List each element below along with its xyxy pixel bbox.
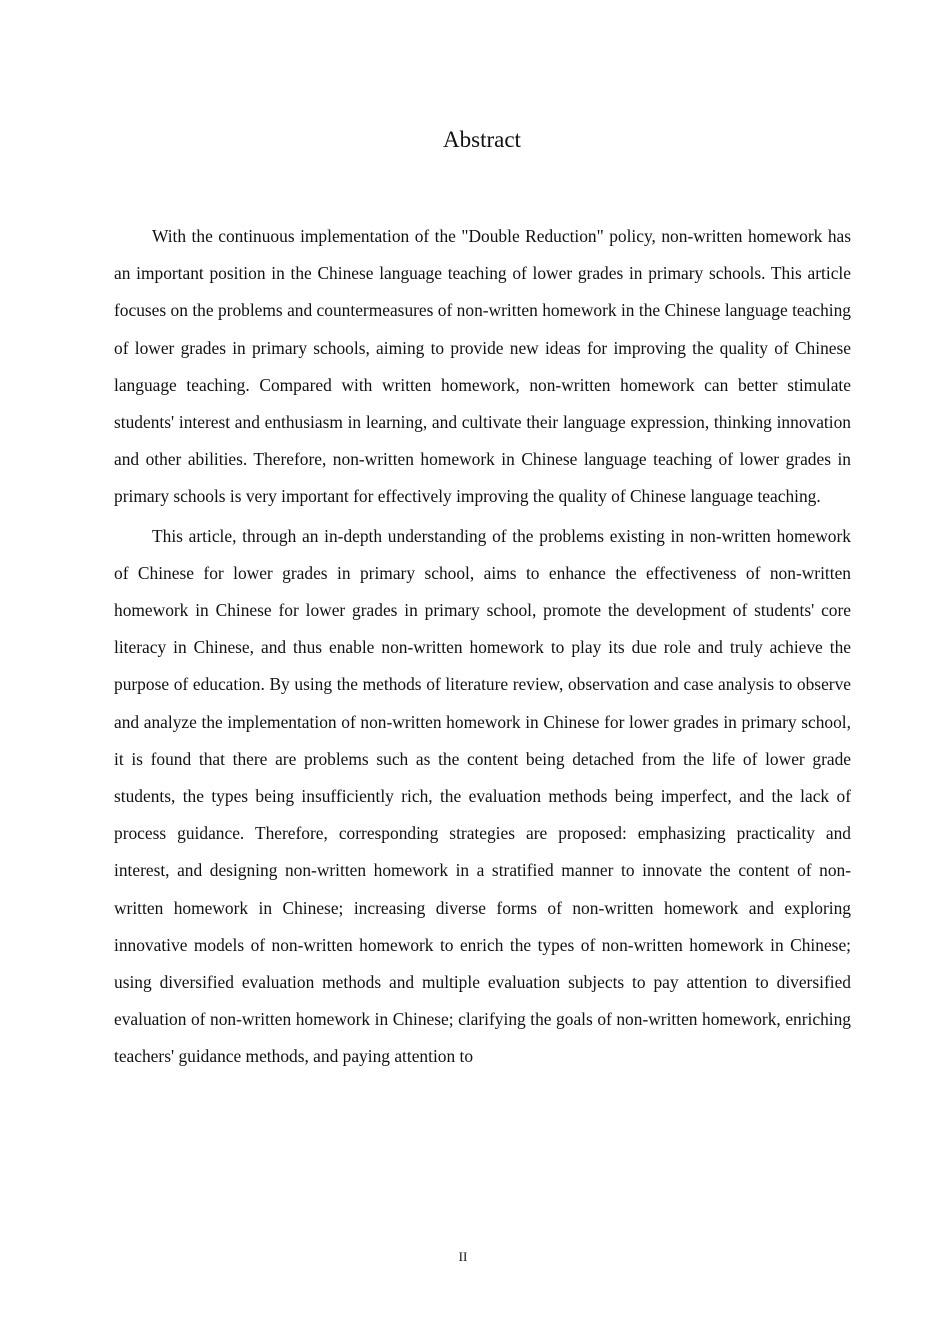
abstract-paragraph-2: This article, through an in-depth understanding of the problems existing in non-written homework of Chinese for lower grades in primary school, aims to enhance the effectiveness of non-written homework in Chinese for lower grades in primary school, promote the development of students' core literacy in Chinese, and thus enable non-written homework to play its due role and truly achieve the purpose of education. By using the methods of literature review, observation and case analysis to observe and analyze the implementation of non-written homework in Chinese for lower grades in primary school, it is found that there are problems such as the content being detached from the life of lower grade students, the types being insufficiently rich, the evaluation methods being imperfect, and the lack of process guidance. Therefore, corresponding strategies are proposed: emphasizing practicality and interest, and designing non-written homework in a stratified manner to innovate the content of non-written homework in Chinese; increasing diverse forms of non-written homework and exploring innovative models of non-written homework to enrich the types of non-written homework in Chinese; using diversified evaluation methods and multiple evaluation subjects to pay attention to diversified evaluation of non-written homework in Chinese; clarifying the goals of non-written homework, enriching teachers' guidance methods, and paying attention to bbox=[114, 525, 851, 1067]
page-number: II bbox=[458, 1249, 468, 1264]
abstract-paragraph-1: With the continuous implementation of the "Double Reduction" policy, non-written homework has an important position in the Chinese language teaching of lower grades in primary schools. This article focuses on the problems and countermeasures of non-written homework in the Chinese language teaching of lower grades in primary schools, aiming to provide new ideas for improving the quality of Chinese language teaching. Compared with written homework, non-written homework can better stimulate students' interest and enthusiasm in learning, and cultivate their language expression, thinking innovation and other abilities. Therefore, non-written homework in Chinese language teaching of lower grades in primary schools is very important for effectively improving the quality of Chinese language teaching. bbox=[114, 226, 851, 507]
page-title: Abstract bbox=[443, 127, 521, 152]
abstract-body bbox=[114, 218, 851, 1076]
